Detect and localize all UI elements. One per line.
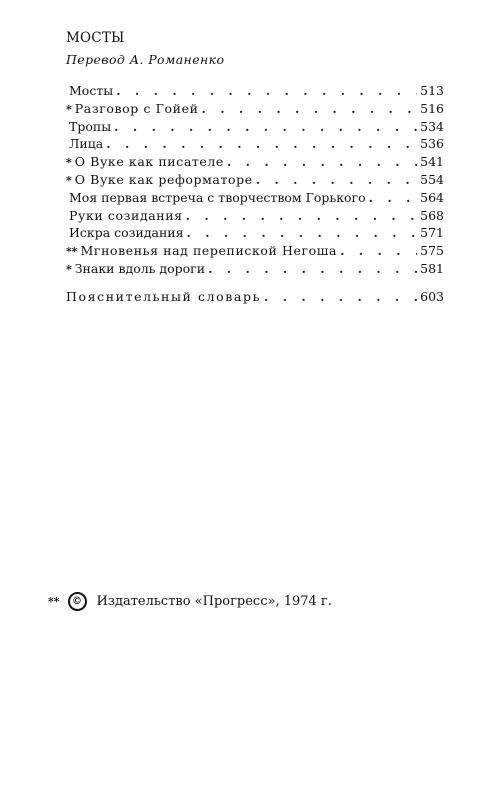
dot-leader [186, 207, 417, 225]
dot-leader [264, 288, 417, 306]
entry-title: Лица [69, 136, 104, 152]
toc-entry [66, 189, 444, 207]
dot-leader [202, 100, 418, 118]
entry-title: Мгновенья над перепиской Негоша [80, 243, 338, 259]
dot-leader [256, 171, 417, 189]
entry-page: 536 [420, 136, 444, 152]
copyright-text: Издательство «Прогресс», 1974 г. [96, 594, 332, 609]
toc-entry [66, 207, 444, 225]
entry-marker: ** [66, 245, 78, 259]
entry-title: О Вуке как писателе [74, 154, 224, 170]
toc-entry [66, 100, 444, 118]
entry-page: 571 [420, 225, 444, 241]
toc-entry [66, 224, 444, 242]
dot-leader [208, 260, 417, 278]
toc-entry [66, 135, 444, 153]
dot-leader [114, 118, 417, 136]
toc-entry [66, 171, 444, 189]
entry-page: 541 [420, 154, 444, 170]
entry-page: 581 [420, 260, 444, 276]
dot-leader [340, 242, 417, 260]
toc-entry [66, 118, 444, 136]
entry-marker: * [66, 262, 72, 276]
entry-title: Разговор с Гойей [74, 100, 199, 116]
dot-leader [227, 153, 417, 171]
toc-entry-glossary [66, 288, 444, 306]
toc-entry [66, 153, 444, 171]
entry-page: 554 [420, 171, 444, 187]
entry-title: Руки созидания [69, 207, 183, 223]
entry-page: 568 [420, 207, 444, 223]
entry-marker: * [66, 156, 72, 170]
table-of-contents [66, 82, 444, 306]
translator-credit: Перевод А. Романенко [66, 52, 225, 67]
entry-title: О Вуке как реформаторе [74, 171, 253, 187]
entry-page: 564 [420, 189, 444, 205]
toc-entry [66, 242, 444, 260]
copyright-line [48, 592, 332, 611]
dot-leader [187, 224, 418, 242]
entry-title: Тропы [69, 118, 112, 134]
glossary-title: Пояснительный словарь [66, 288, 261, 304]
toc-entry [66, 260, 444, 278]
entry-page: 516 [420, 100, 444, 116]
dot-leader [116, 82, 417, 100]
entry-page: 534 [420, 118, 444, 134]
entry-page: 513 [420, 83, 444, 98]
glossary-page: 603 [420, 288, 444, 304]
toc-entry [66, 82, 444, 100]
entry-title: Моя первая встреча с творчеством Горького [69, 189, 366, 205]
entry-title: Искра созидания [69, 225, 184, 241]
section-title: МОСТЫ [66, 30, 125, 46]
dot-leader [106, 135, 417, 153]
entry-page: 575 [420, 243, 444, 259]
copyright-marker: ** [48, 595, 60, 608]
entry-title: Знаки вдоль дороги [74, 260, 206, 276]
entry-marker: * [66, 102, 72, 116]
dot-leader [369, 189, 418, 207]
copyright-icon: © [68, 592, 87, 611]
entry-title: Мосты [69, 83, 114, 98]
entry-marker: * [66, 173, 72, 187]
